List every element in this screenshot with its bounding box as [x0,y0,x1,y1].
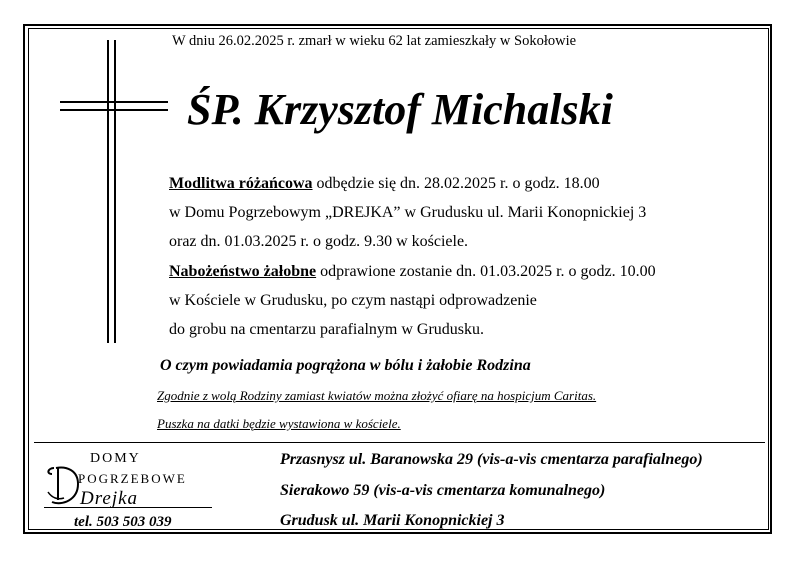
address-przasnysz: Przasnysz ul. Baranowska 29 (vis-a-vis cmentarza parafialnego) [280,451,703,468]
rosary-text: odbędzie się dn. 28.02.2025 r. o godz. 18.00 [312,175,600,192]
collection-note: Puszka na datki będzie wystawiona w kościele. [157,416,401,431]
body-line-5: w Kościele w Grudusku, po czym nastąpi odprowadzenie [169,292,537,309]
logo-text-pogrzebowe: POGRZEBOWE [78,471,187,486]
logo-underline [44,507,212,508]
funeral-label: Nabożeństwo żałobne [169,263,317,280]
phone-number: tel. 503 503 039 [74,514,172,530]
logo-text-drejka: Drejka [80,488,139,509]
death-intro: W dniu 26.02.2025 r. zmarł w wieku 62 lat zamieszkały w Sokołowie [172,33,577,49]
address-sierakowo: Sierakowo 59 (vis-a-vis cmentarza komunalnego) [280,482,606,499]
address-grudusk: Grudusk ul. Marii Konopnickiej 3 [280,512,505,529]
funeral-text: odprawione zostanie dn. 01.03.2025 r. o godz. 10.00 [316,263,656,280]
rosary-line [169,175,600,193]
family-announcement: O czym powiadamia pogrążona w bólu i żałobie Rodzina [160,357,531,374]
funeral-line [169,263,656,281]
body-line-3: oraz dn. 01.03.2025 r. o godz. 9.30 w kościele. [169,233,469,250]
donation-note: Zgodnie z wolą Rodziny zamiast kwiatów można złożyć ofiarę na hospicjum Caritas. [157,388,597,403]
body-line-2: w Domu Pogrzebowym „DREJKA” w Grudusku ul. Marii Konopnickiej 3 [169,204,647,221]
body-line-6: do grobu na cmentarzu parafialnym w Grudusku. [169,321,485,338]
footer-divider [34,442,765,443]
deceased-name: ŚP. Krzysztof Michalski [187,85,613,134]
logo-text-domy: DOMY [90,451,141,466]
rosary-label: Modlitwa różańcowa [169,175,313,192]
cross-icon [60,40,170,345]
